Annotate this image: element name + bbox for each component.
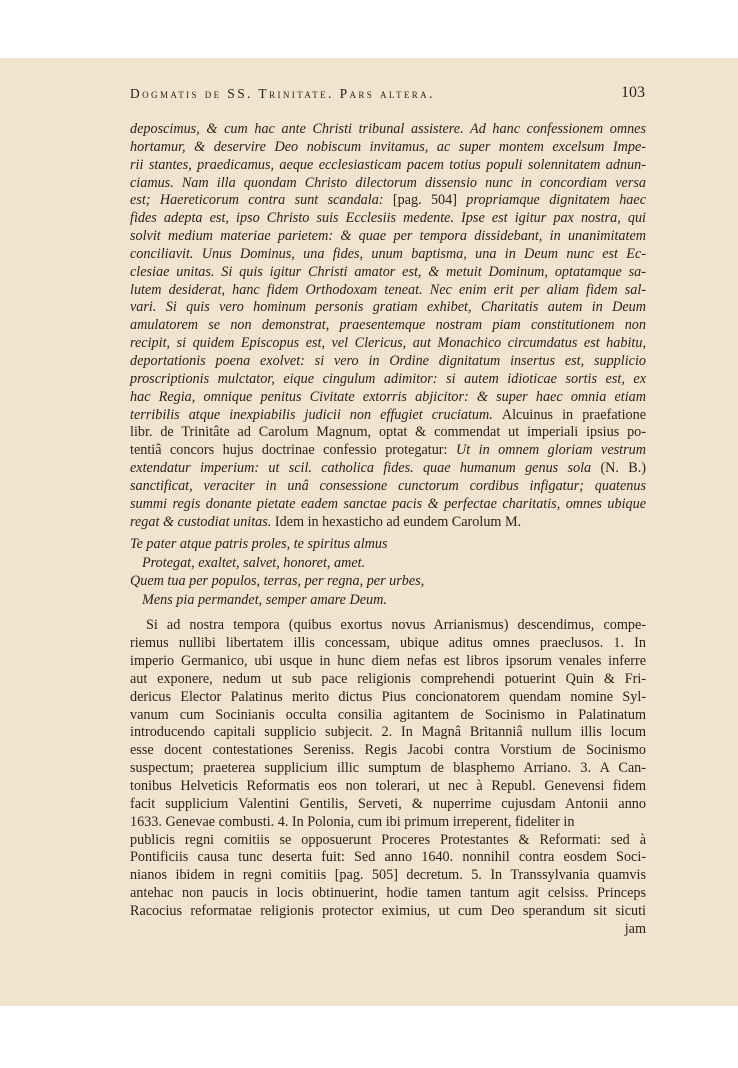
text-line — [130, 353, 646, 371]
text-line — [130, 335, 646, 353]
text-segment: solvit medium materiae parietem: & quae per tempora dissidebant, in unanimitatem — [130, 228, 646, 245]
text-line — [130, 210, 646, 228]
poem-line: Quem tua per populos, terras, per regna, per urbes, — [130, 573, 425, 590]
text-segment: hortamur, & deservire Deo nobiscum invitamus, ac super montem excelsum Impe- — [130, 138, 646, 155]
text-segment: antehac non paucis in locis obtinuerint, hodie tamen tantum agit celsiss. Princeps — [130, 885, 646, 902]
text-segment: amulatorem se non demonstrat, praesentemque nostram piam constitutionem non — [130, 317, 646, 334]
text-segment: Idem in hexasticho ad eundem Carolum M. — [274, 513, 522, 530]
text-line — [130, 192, 646, 210]
text-segment: ciamus. Nam illa quondam Christo dilectorum dissensio nunc in concordiam versa — [130, 174, 646, 191]
text-segment: fides adepta est, ipso Christo suis Ecclesiis medente. Ipse est igitur pax nostra, qui — [130, 210, 646, 227]
text-line — [130, 246, 646, 264]
text-segment: Si ad nostra tempora (quibus exortus novus Arrianismus) descendimus, compe- — [146, 617, 646, 634]
text-segment: sanctificat, veraciter in unâ consessione cunctorum cordibus infigatur; quatenus — [130, 477, 646, 494]
text-segment: extendatur imperium: ut scil. catholica fides. quae humanum genus sola — [130, 460, 601, 477]
text-line — [130, 742, 646, 760]
text-line — [130, 371, 646, 389]
text-segment: nianos ibidem in regni comitiis [pag. 505] decretum. 5. In Transsylvania quamvis — [130, 867, 646, 884]
poem-line: Mens pia permandet, semper amare Deum. — [142, 591, 387, 608]
text-line — [130, 796, 646, 814]
paragraph-continued — [130, 121, 646, 531]
text-segment: conciliavit. Unus Dominus, una fides, unum baptisma, una in Deum nunc est Ec- — [130, 245, 646, 262]
text-segment: imperio Germanico, ubi usque in hunc diem nefas est libros ipsorum venales inferre — [130, 653, 646, 670]
text-segment: (N. B.) — [600, 460, 646, 477]
paragraph-new — [130, 617, 646, 920]
text-segment: tonibus Helveticis Reformatis eos non tolerari, ut nec à Republ. Genevensi fidem — [130, 778, 646, 794]
text-segment: Alcuinus in praefatione — [501, 406, 646, 423]
text-line — [130, 424, 646, 442]
text-segment: terribilis atque inexpiabilis judicii non effugiet cruciatum. — [130, 406, 502, 423]
text-segment: introducendo capitali supplicio subjecit. 2. In Magnâ Britanniâ nullum illis locum — [130, 724, 646, 741]
text-line — [130, 724, 646, 742]
text-segment: 1633. Genevae combusti. 4. In Polonia, cum ibi primum irreperent, fideliter in — [130, 813, 575, 830]
text-segment: propriamque dignitatem haec — [466, 192, 646, 209]
text-line — [130, 617, 646, 635]
text-segment: clesiae unitas. Si quis igitur Christi amator est, & metuit Dominum, optatamque sa- — [130, 263, 646, 280]
text-segment: summi regis donante pietate eadem sanctae pacis & perfectae charitatis, omnes ubique — [130, 495, 646, 512]
text-segment: libr. de Trinitâte ad Carolum Magnum, optat & commendat ut imperiali ipsius po- — [130, 424, 646, 441]
text-segment: hac Regia, omnique penitus Civitate extorris abjicitor: & super haec omnia etiam — [130, 388, 646, 405]
text-segment: suspectum; praeterea supplicium illic sumptum de blasphemo Arriano. 3. A Can- — [130, 760, 646, 777]
text-line — [130, 175, 646, 193]
text-body — [130, 121, 646, 939]
text-line — [130, 707, 646, 725]
text-segment: vari. Si quis vero hominum personis gratiam exhibet, Charitatis autem in Deum — [130, 299, 646, 316]
poem-line: Protegat, exaltet, salvet, honoret, amet. — [142, 554, 366, 571]
text-segment: dericus Elector Palatinus merito dictus Pius concionatorem quendam nomine Syl- — [130, 688, 646, 705]
text-line — [130, 832, 646, 850]
text-segment: Pontificiis causa tunc deserta fuit: Sed anno 1640. nonnihil contra eosdem Soci- — [130, 849, 646, 866]
text-line — [130, 760, 646, 778]
text-line — [130, 442, 646, 460]
text-segment: proscriptionis mulctator, eique cingulum adimitor: si autem idioticae sortis est, ex — [130, 370, 646, 387]
text-line — [130, 689, 646, 707]
poem-line: Te pater atque patris proles, te spiritus almus — [130, 536, 388, 553]
text-segment: vanum cum Socinianis occulta consilia agitantem de Socinismo in Palatinatum — [130, 706, 646, 723]
text-segment: riemus nullibi libertatem illis concessam, ubique aditus omnes praeclusos. 1. In — [130, 635, 646, 652]
text-line — [130, 460, 646, 478]
text-line — [130, 635, 646, 653]
text-segment: Ut in omnem gloriam vestrum — [455, 442, 646, 459]
text-segment: lutem desiderat, hanc fidem Orthodoxam teneat. Nec enim erit per aliam fidem sal- — [130, 281, 646, 298]
text-segment: [pag. 504] — [392, 192, 467, 209]
text-line — [130, 228, 646, 246]
text-line — [130, 885, 646, 903]
text-segment: recipit, si quidem Episcopus est, vel Clericus, aut Monachico circumdatus est habitu, — [130, 335, 646, 352]
text-line — [130, 496, 646, 514]
text-line — [130, 778, 646, 796]
catchword: jam — [624, 920, 646, 937]
text-line — [130, 478, 646, 496]
text-segment: deposcimus, & cum hac ante Christi tribunal assistere. Ad hanc confessionem omnes — [130, 121, 646, 137]
text-line — [130, 317, 646, 335]
text-segment: regat & custodiat unitas. — [130, 513, 275, 530]
text-line — [130, 671, 646, 689]
text-segment: publicis regni comitiis se opposuerunt Proceres Protestantes & Reformati: sed à — [130, 831, 646, 848]
text-segment: deportationis poena exolvet: si vero in Ordine dignitatum insertus est, supplicio — [130, 352, 646, 369]
text-line — [130, 653, 646, 671]
text-line — [130, 389, 646, 407]
text-line — [130, 157, 646, 175]
text-line — [130, 299, 646, 317]
text-line — [130, 903, 646, 921]
text-segment: rii stantes, praedicamus, aeque ecclesiasticam pacem totius populi solennitatem adnun- — [130, 156, 646, 173]
page-number: 103 — [621, 84, 645, 101]
text-line — [130, 407, 646, 425]
text-line — [130, 867, 646, 885]
text-segment: aut exponere, nedum ut sub pace religionis comprehendi potuerint Quin & Fri- — [130, 670, 646, 687]
text-line — [130, 849, 646, 867]
text-line — [130, 264, 646, 282]
text-line — [130, 282, 646, 300]
text-segment: est; Haereticorum contra sunt scandala: — [130, 192, 393, 209]
running-header — [130, 84, 645, 104]
text-segment: tentiâ concors hujus doctrinae confessio protegatur: — [130, 442, 456, 459]
text-line — [130, 139, 646, 157]
running-title: Dogmatis de SS. Trinitate. Pars altera. — [130, 86, 435, 101]
text-segment: esse docent contestationes Sereniss. Regis Jacobi contra Vorstium de Socinismo — [130, 742, 646, 759]
text-segment: facit supplicium Valentini Gentilis, Serveti, & nuperrime cujusdam Antonii anno — [130, 795, 646, 812]
text-line — [130, 514, 646, 532]
text-line — [130, 121, 646, 139]
hexastich-poem — [130, 535, 646, 609]
text-line — [130, 814, 646, 832]
text-segment: Racocius reformatae religionis protector eximius, ut cum Deo sperandum sit sicuti — [130, 902, 646, 919]
